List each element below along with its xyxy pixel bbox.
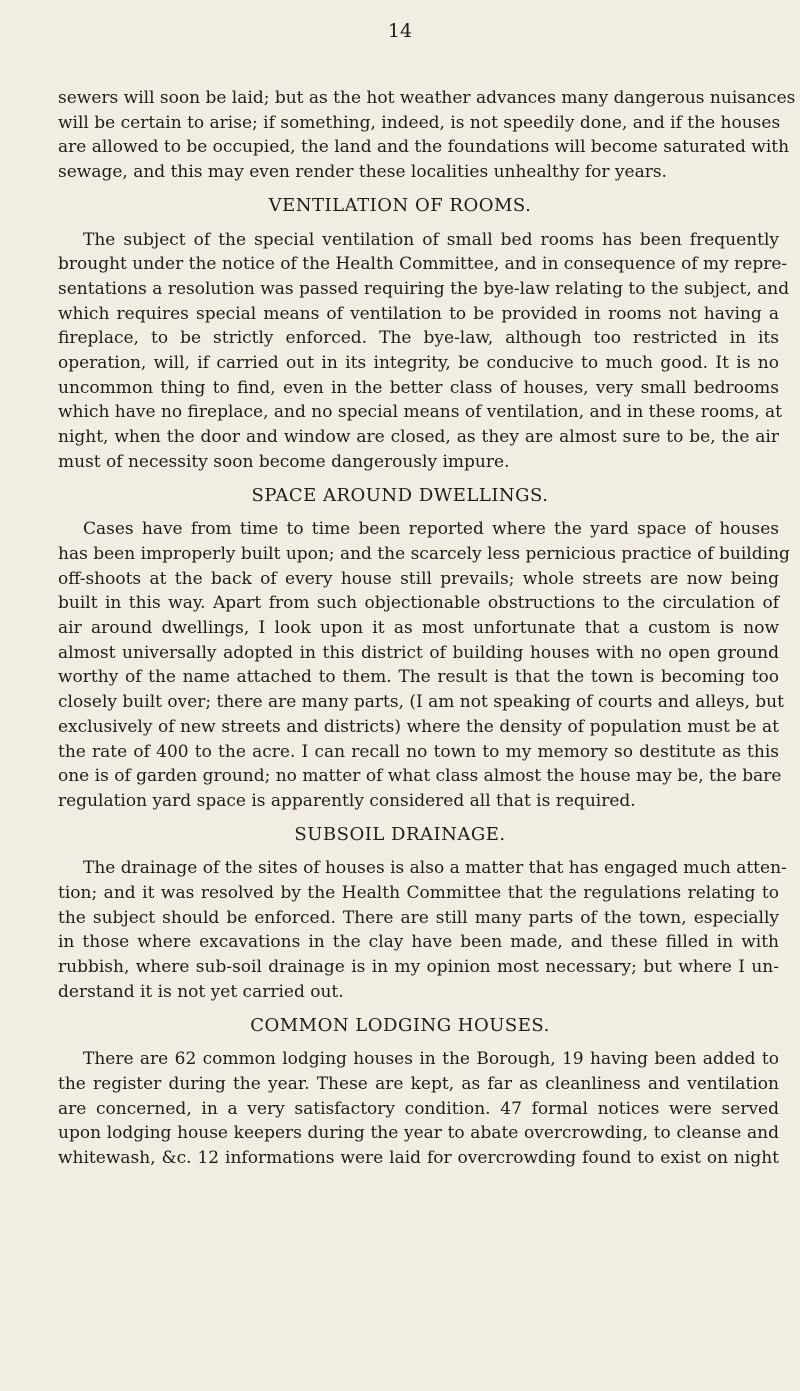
text-line: will be certain to arise; if something, indeed, is not speedily done, and if the houses (58, 112, 781, 133)
text-line: almost universally adopted in this district of building houses with no open ground (58, 642, 779, 663)
text-line: operation, will, if carried out in its integrity, be conducive to much good. It is no (58, 353, 779, 373)
section-heading: SPACE AROUND DWELLINGS. (251, 484, 549, 506)
section-heading: VENTILATION OF ROOMS. (268, 194, 532, 216)
text-line: are allowed to be occupied, the land and the foundations will become saturated with (58, 137, 790, 158)
text-line: closely built over; there are many parts, (I am not speaking of courts and alleys, but (58, 692, 784, 713)
text-line: are concerned, in a very satisfactory condition. 47 formal notices were served (58, 1098, 779, 1119)
text-line: sentations a resolution was passed requiring the bye-law relating to the subject, and (58, 278, 790, 299)
text-line: night, when the door and window are closed, as they are almost sure to be, the air (58, 427, 779, 448)
text-line: air around dwellings, I look upon it as most unfortunate that a custom is now (58, 618, 779, 638)
text-line: The drainage of the sites of houses is also a matter that has engaged much atten- (83, 858, 787, 879)
text-line: the register during the year. These are kept, as far as cleanliness and ventilation (58, 1073, 779, 1094)
text-line: regulation yard space is apparently considered all that is required. (58, 790, 636, 811)
text-line: sewage, and this may even render these localities unhealthy for years. (58, 162, 667, 183)
text-line: There are 62 common lodging houses in the Borough, 19 having been added to (83, 1049, 779, 1070)
text-line: rubbish, where sub-soil drainage is in my opinion most necessary; but where I un- (58, 957, 779, 978)
text-line: off-shoots at the back of every house still prevails; whole streets are now being (58, 568, 779, 589)
text-line: fireplace, to be strictly enforced. The bye-law, although too restricted in its (58, 328, 779, 349)
text-line: brought under the notice of the Health Committee, and in consequence of my repre- (58, 254, 788, 275)
text-line: uncommon thing to find, even in the better class of houses, very small bedrooms (58, 377, 779, 398)
section-heading: SUBSOIL DRAINAGE. (294, 823, 506, 845)
text-line: one is of garden ground; no matter of what class almost the house may be, the bare (58, 766, 782, 787)
text-line: exclusively of new streets and districts) where the density of population must be at (58, 716, 779, 737)
text-line: the subject should be enforced. There are still many parts of the town, especially (58, 907, 779, 928)
text-line: has been improperly built upon; and the scarcely less pernicious practice of building (58, 543, 790, 564)
text-line: tion; and it was resolved by the Health Committee that the regulations relating to (58, 883, 779, 903)
section-heading: COMMON LODGING HOUSES. (250, 1014, 550, 1036)
text-line: must of necessity soon become dangerously impure. (58, 451, 510, 472)
text-line: derstand it is not yet carried out. (58, 981, 344, 1002)
text-line: whitewash, &c. 12 informations were laid for overcrowding found to exist on night (58, 1148, 779, 1168)
text-line: the rate of 400 to the acre. I can recall no town to my memory so destitute as this (58, 741, 779, 762)
page-number: 14 (387, 20, 413, 42)
text-line: upon lodging house keepers during the year to abate overcrowding, to cleanse and (58, 1123, 779, 1144)
text-line: worthy of the name attached to them. The result is that the town is becoming too (58, 667, 779, 688)
text-line: The subject of the special ventilation of small bed rooms has been frequently (83, 229, 779, 250)
text-line: which requires special means of ventilation to be provided in rooms not having a (58, 303, 779, 324)
text-line: sewers will soon be laid; but as the hot weather advances many dangerous nuisances (58, 88, 796, 108)
text-line: built in this way. Apart from such objectionable obstructions to the circulation of (58, 593, 779, 614)
text-line: in those where excavations in the clay have been made, and these filled in with (58, 932, 779, 953)
text-line: Cases have from time to time been reported where the yard space of houses (83, 519, 779, 540)
text-line: which have no fireplace, and no special means of ventilation, and in these rooms, at (58, 402, 782, 423)
